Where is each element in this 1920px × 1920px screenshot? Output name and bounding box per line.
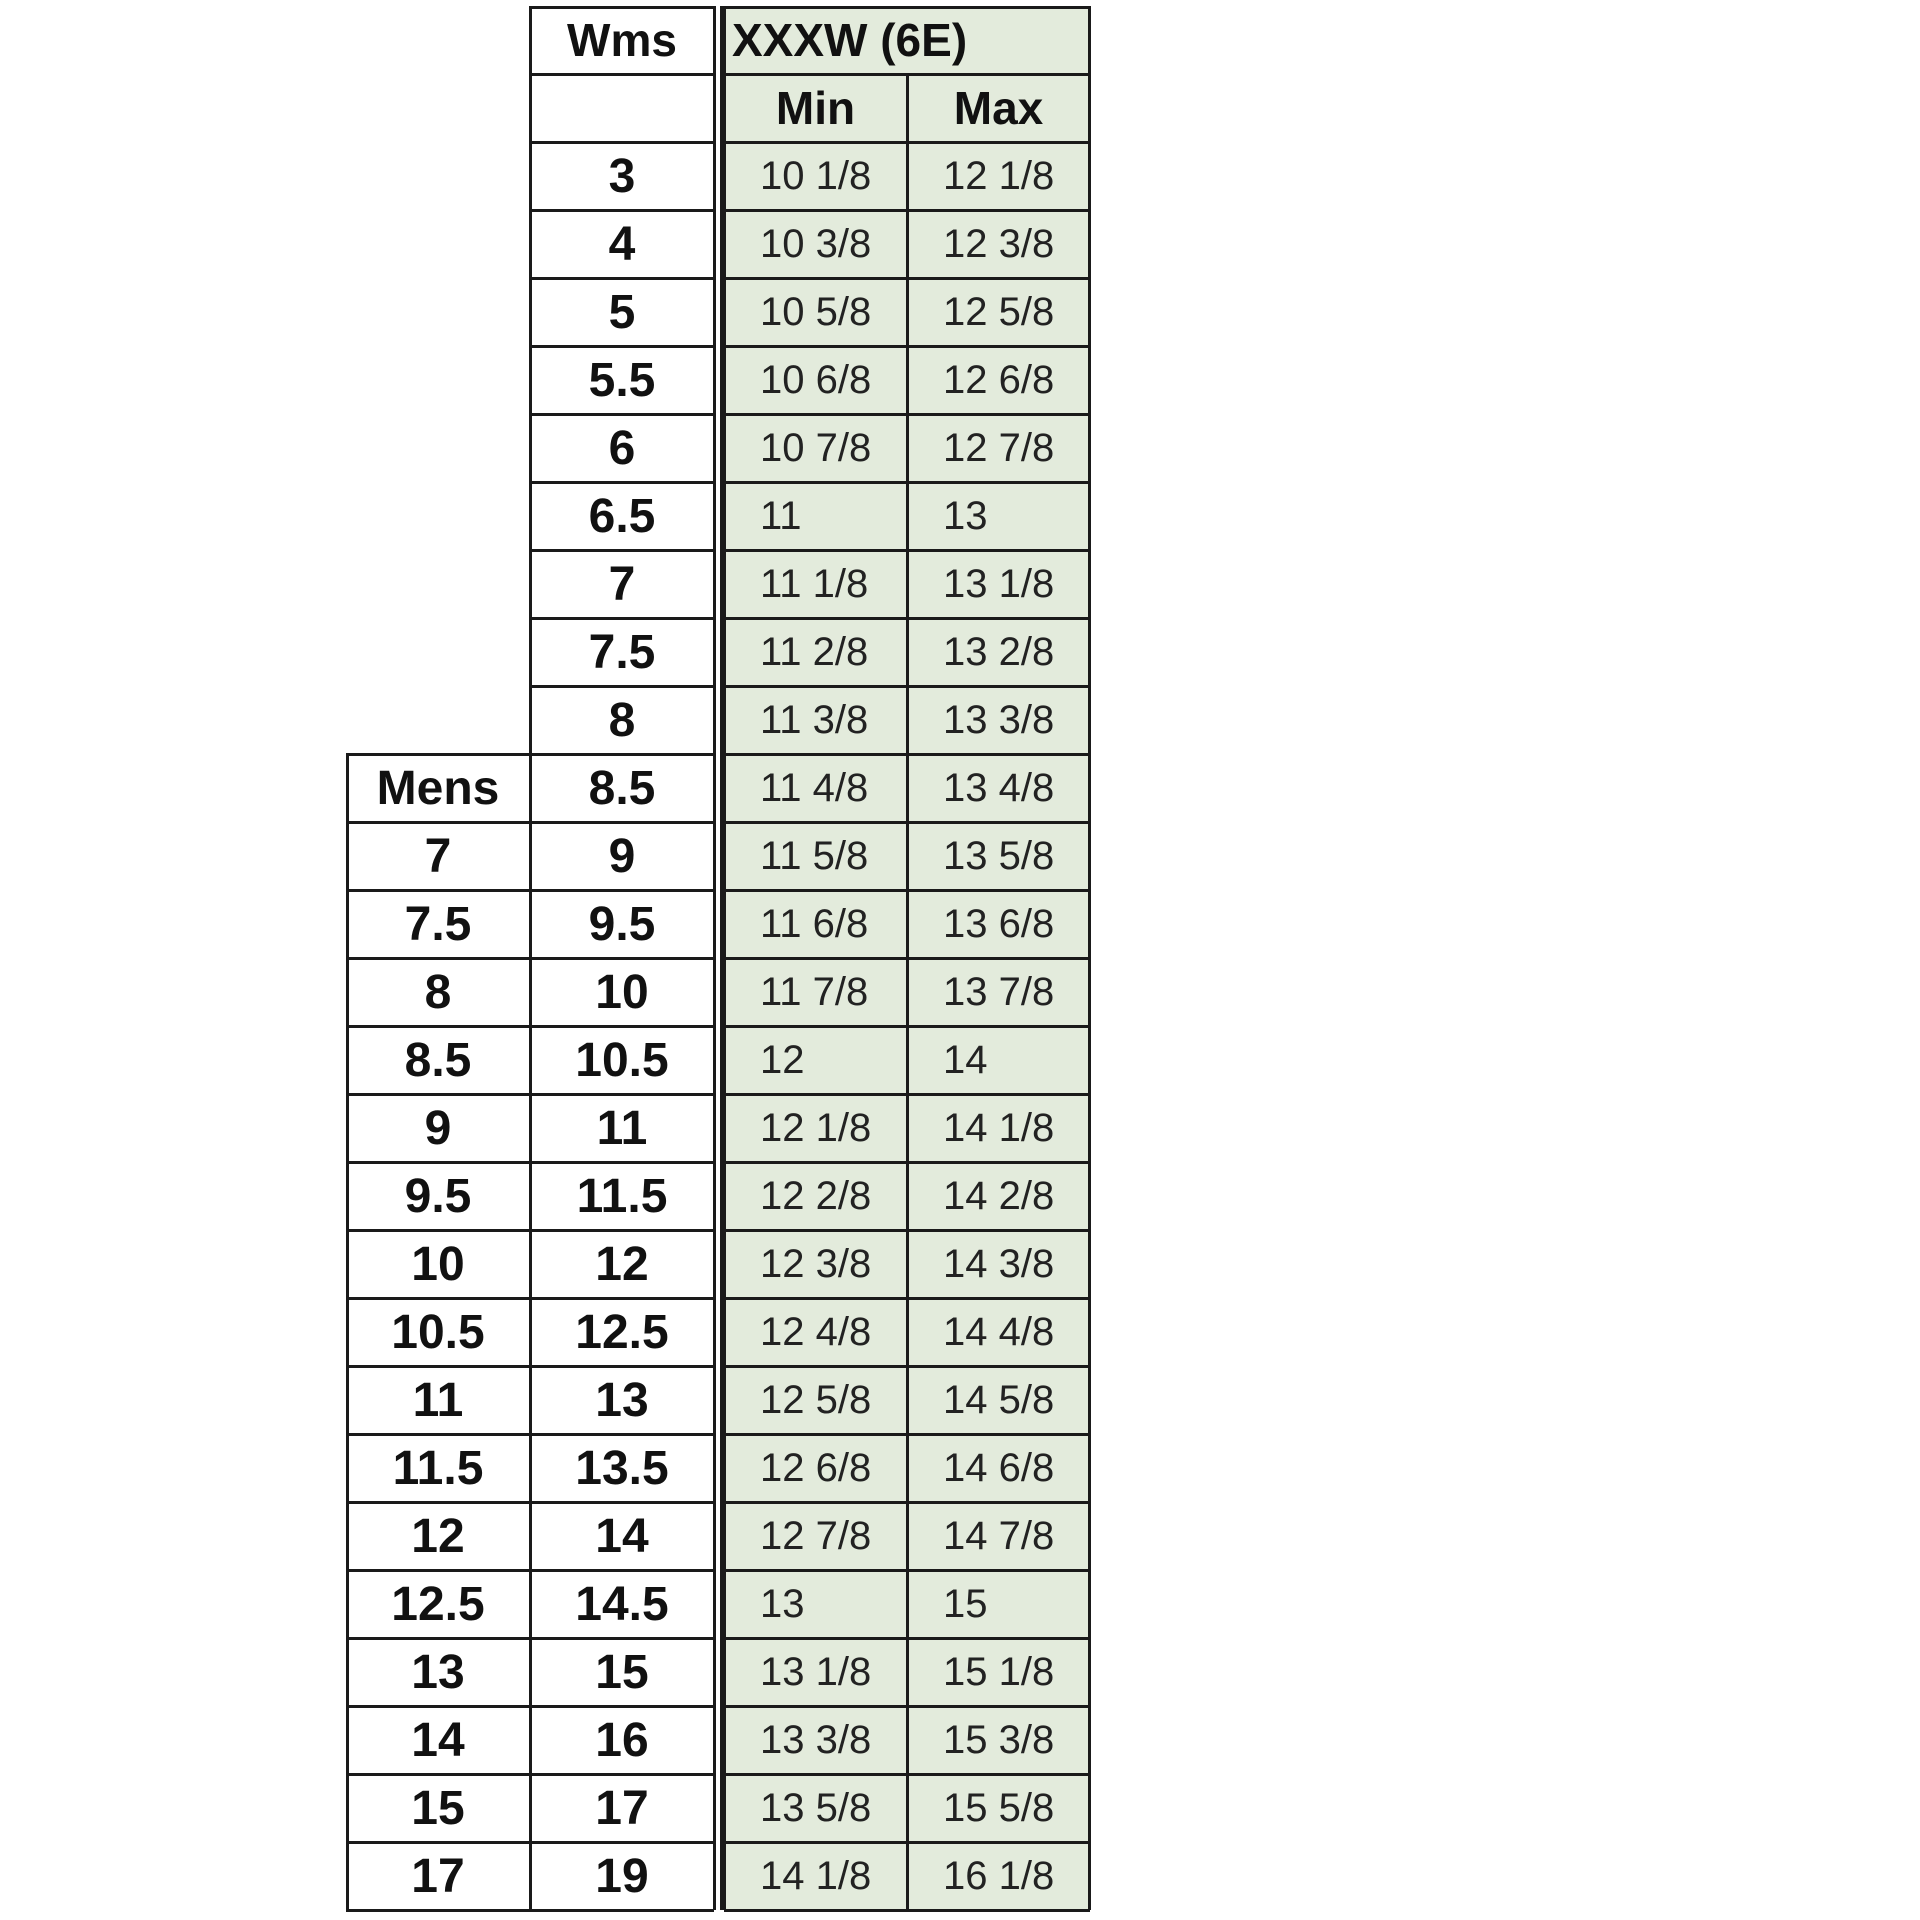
wms-size-cell: 10 — [595, 965, 649, 1019]
min-measurement-cell: 11 1/8 — [724, 550, 907, 618]
wms-column-header: Wms — [567, 14, 677, 66]
min-measurement-cell: 11 2/8 — [724, 618, 907, 686]
mens-size-cell: 10.5 — [391, 1305, 485, 1359]
mens-size-cell: 12 — [411, 1509, 465, 1563]
min-measurement-cell: 11 — [724, 482, 907, 550]
max-measurement-cell: 13 3/8 — [907, 686, 1090, 754]
min-measurement-cell: 12 2/8 — [724, 1162, 907, 1230]
wms-size-cell: 11.5 — [576, 1169, 668, 1223]
col-divider — [713, 6, 716, 1910]
max-measurement-cell: 14 7/8 — [907, 1502, 1090, 1570]
mens-size-cell: 11 — [412, 1373, 464, 1427]
max-measurement-cell: 13 5/8 — [907, 822, 1090, 890]
wms-size-cell: 7.5 — [588, 625, 656, 679]
min-measurement-cell: 14 1/8 — [724, 1842, 907, 1910]
mens-size-cell: 11.5 — [392, 1441, 484, 1495]
wms-size-cell: 10.5 — [575, 1033, 669, 1087]
min-measurement-cell: 13 5/8 — [724, 1774, 907, 1842]
mens-size-cell: 8.5 — [404, 1033, 472, 1087]
min-measurement-cell: 12 — [724, 1026, 907, 1094]
min-measurement-cell: 11 6/8 — [724, 890, 907, 958]
min-measurement-cell: 12 4/8 — [724, 1298, 907, 1366]
max-measurement-cell: 13 4/8 — [907, 754, 1090, 822]
max-measurement-cell: 15 1/8 — [907, 1638, 1090, 1706]
col-divider — [1088, 6, 1091, 1910]
min-measurement-cell: 13 1/8 — [724, 1638, 907, 1706]
max-column-header: Max — [907, 74, 1090, 142]
mens-size-cell: 7 — [424, 829, 452, 883]
wms-size-cell: 5.5 — [588, 353, 656, 407]
max-measurement-cell: 16 1/8 — [907, 1842, 1090, 1910]
wms-size-cell: 5 — [608, 285, 636, 339]
mens-size-cell: 9.5 — [404, 1169, 472, 1223]
max-measurement-cell: 14 5/8 — [907, 1366, 1090, 1434]
max-measurement-cell: 12 5/8 — [907, 278, 1090, 346]
row-divider — [530, 413, 714, 416]
width-group-header: XXXW (6E) — [724, 6, 1090, 74]
row-divider — [530, 481, 714, 484]
min-measurement-cell: 10 5/8 — [724, 278, 907, 346]
wms-size-cell: 8 — [608, 693, 636, 747]
mens-size-cell: 12.5 — [391, 1577, 485, 1631]
mens-size-cell: 8 — [424, 965, 452, 1019]
wms-size-cell: 12.5 — [575, 1305, 669, 1359]
row-divider — [530, 277, 714, 280]
mens-size-cell: 17 — [411, 1849, 465, 1903]
min-measurement-cell: 12 1/8 — [724, 1094, 907, 1162]
mens-size-cell: 15 — [411, 1781, 465, 1835]
wms-size-cell: 16 — [595, 1713, 649, 1767]
max-measurement-cell: 13 1/8 — [907, 550, 1090, 618]
max-measurement-cell: 15 5/8 — [907, 1774, 1090, 1842]
mens-size-cell: 7.5 — [404, 897, 472, 951]
wms-size-cell: 13.5 — [575, 1441, 669, 1495]
col-divider — [906, 74, 909, 1910]
max-measurement-cell: 14 2/8 — [907, 1162, 1090, 1230]
max-measurement-cell: 15 — [907, 1570, 1090, 1638]
row-divider — [530, 685, 714, 688]
max-measurement-cell: 14 1/8 — [907, 1094, 1090, 1162]
col-divider — [529, 6, 532, 1910]
wms-size-cell: 4 — [608, 217, 636, 271]
wms-size-cell: 6.5 — [588, 489, 656, 543]
wms-size-cell: 3 — [608, 149, 636, 203]
mens-size-cell: 9 — [424, 1101, 452, 1155]
min-measurement-cell: 10 6/8 — [724, 346, 907, 414]
min-measurement-cell: 12 5/8 — [724, 1366, 907, 1434]
col-divider — [723, 6, 726, 1910]
max-measurement-cell: 12 7/8 — [907, 414, 1090, 482]
row-divider — [530, 141, 714, 144]
mens-size-cell: 13 — [411, 1645, 465, 1699]
wms-size-cell: 9 — [608, 829, 636, 883]
max-measurement-cell: 13 7/8 — [907, 958, 1090, 1026]
row-divider — [530, 345, 714, 348]
min-measurement-cell: 10 3/8 — [724, 210, 907, 278]
wms-size-cell: 14.5 — [575, 1577, 669, 1631]
wms-size-cell: 17 — [595, 1781, 649, 1835]
mens-size-cell: 10 — [411, 1237, 465, 1291]
min-measurement-cell: 12 6/8 — [724, 1434, 907, 1502]
max-measurement-cell: 14 3/8 — [907, 1230, 1090, 1298]
row-divider — [530, 549, 714, 552]
min-measurement-cell: 11 4/8 — [724, 754, 907, 822]
wms-size-cell: 15 — [595, 1645, 649, 1699]
max-measurement-cell: 13 2/8 — [907, 618, 1090, 686]
max-measurement-cell: 12 3/8 — [907, 210, 1090, 278]
min-measurement-cell: 10 7/8 — [724, 414, 907, 482]
min-measurement-cell: 11 3/8 — [724, 686, 907, 754]
max-measurement-cell: 14 4/8 — [907, 1298, 1090, 1366]
max-measurement-cell: 14 6/8 — [907, 1434, 1090, 1502]
row-divider — [530, 209, 714, 212]
max-measurement-cell: 15 3/8 — [907, 1706, 1090, 1774]
max-measurement-cell: 12 1/8 — [907, 142, 1090, 210]
min-column-header: Min — [724, 74, 907, 142]
mens-size-cell: 14 — [411, 1713, 465, 1767]
col-divider — [346, 754, 349, 1910]
table-border-top — [724, 6, 1090, 9]
row-divider — [530, 73, 714, 76]
min-measurement-cell: 11 7/8 — [724, 958, 907, 1026]
max-measurement-cell: 13 6/8 — [907, 890, 1090, 958]
row-divider — [530, 617, 714, 620]
wms-size-cell: 19 — [595, 1849, 649, 1903]
wms-size-cell: 7 — [608, 557, 636, 611]
max-measurement-cell: 12 6/8 — [907, 346, 1090, 414]
min-measurement-cell: 12 7/8 — [724, 1502, 907, 1570]
mens-column-header: Mens — [376, 761, 500, 815]
shoe-size-chart — [346, 2, 1096, 1917]
min-measurement-cell: 13 3/8 — [724, 1706, 907, 1774]
wms-size-cell: 12 — [595, 1237, 649, 1291]
wms-size-cell: 11 — [596, 1101, 648, 1155]
wms-size-cell: 9.5 — [588, 897, 656, 951]
wms-size-cell: 6 — [608, 421, 636, 475]
max-measurement-cell: 13 — [907, 482, 1090, 550]
min-measurement-cell: 12 3/8 — [724, 1230, 907, 1298]
min-measurement-cell: 11 5/8 — [724, 822, 907, 890]
wms-size-cell: 13 — [595, 1373, 649, 1427]
min-measurement-cell: 10 1/8 — [724, 142, 907, 210]
wms-size-cell: 14 — [595, 1509, 649, 1563]
min-measurement-cell: 13 — [724, 1570, 907, 1638]
table-border-top — [530, 6, 714, 9]
wms-size-cell: 8.5 — [588, 761, 656, 815]
max-measurement-cell: 14 — [907, 1026, 1090, 1094]
